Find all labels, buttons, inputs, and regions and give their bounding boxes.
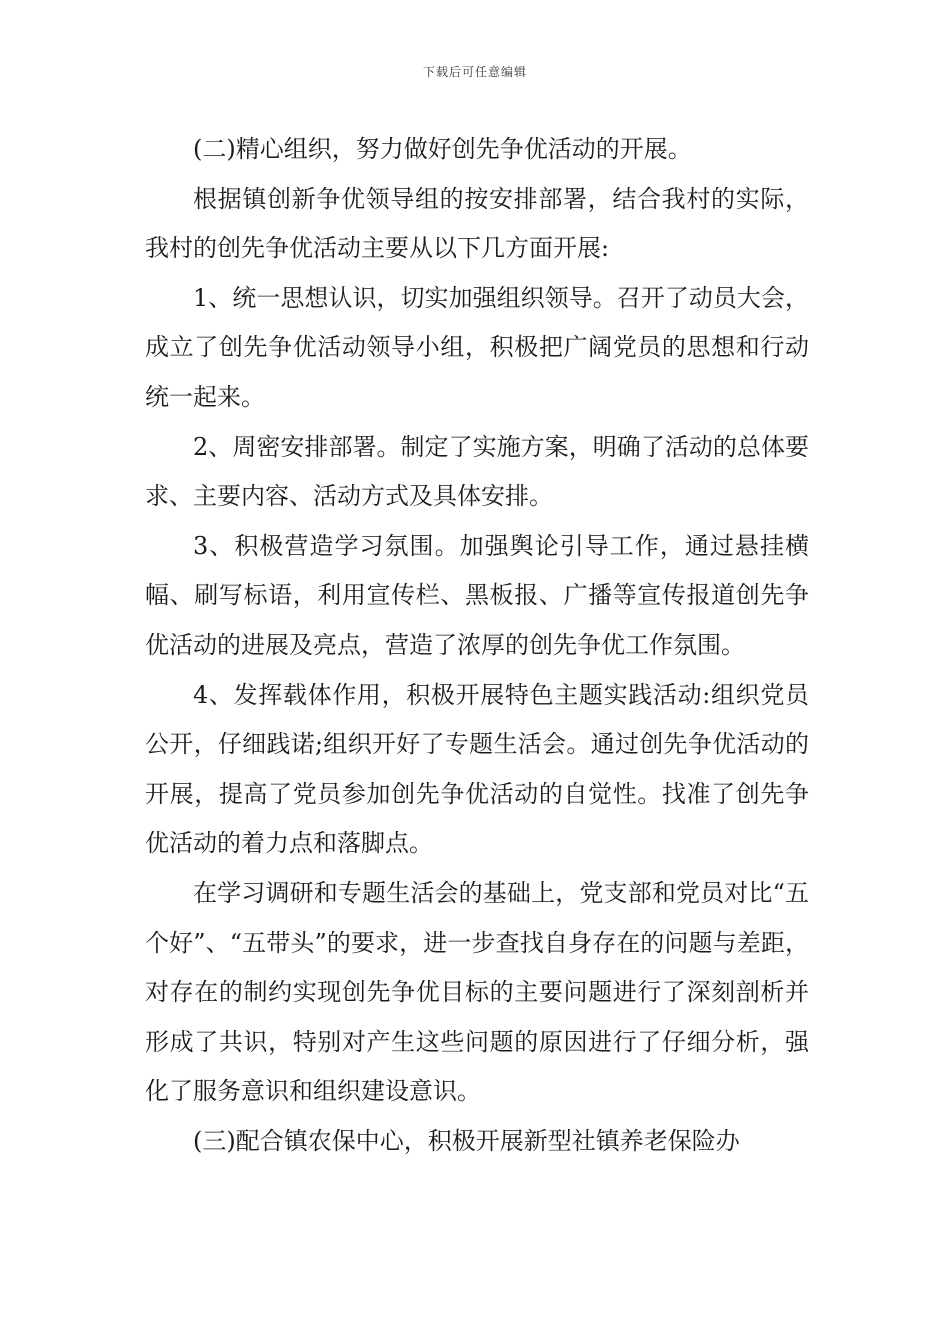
document-body — [145, 125, 809, 1166]
paragraph-intro: 根据镇创新争优领导组的按安排部署，结合我村的实际，我村的创先争优活动主要从以下几方面开展: — [145, 184, 809, 263]
paragraph-item-2: 2、周密安排部署。制定了实施方案，明确了活动的总体要求、主要内容、活动方式及具体安排。 — [145, 432, 809, 511]
paragraph-item-1: 1、统一思想认识，切实加强组织领导。召开了动员大会，成立了创先争优活动领导小组，积极把广阔党员的思想和行动统一起来。 — [145, 283, 809, 411]
section-heading-2: (二)精心组织，努力做好创先争优活动的开展。 — [193, 135, 692, 163]
page-header: 下载后可任意编辑 — [422, 65, 527, 79]
section-heading-3: (三)配合镇农保中心，积极开展新型社镇养老保险办 — [193, 1126, 740, 1155]
paragraph-analysis: 在学习调研和专题生活会的基础上，党支部和党员对比“五个好”、“五带头”的要求，进一步查找自身存在的问题与差距，对存在的制约实现创先争优目标的主要问题进行了深刻剖析并形成了共识，特别对产生这些问题的原因进行了仔细分析，强化了服务意识和组织建设意识。 — [145, 878, 809, 1106]
paragraph-item-4: 4、发挥载体作用，积极开展特色主题实践活动:组织党员公开，仔细践诺;组织开好了专题生活会。通过创先争优活动的开展，提高了党员参加创先争优活动的自觉性。找准了创先争优活动的着力点和落脚点。 — [145, 680, 809, 858]
paragraph-item-3: 3、积极营造学习氛围。加强舆论引导工作，通过悬挂横幅、刷写标语，利用宣传栏、黑板报、广播等宣传报道创先争优活动的进展及亮点，营造了浓厚的创先争优工作氛围。 — [145, 531, 809, 659]
